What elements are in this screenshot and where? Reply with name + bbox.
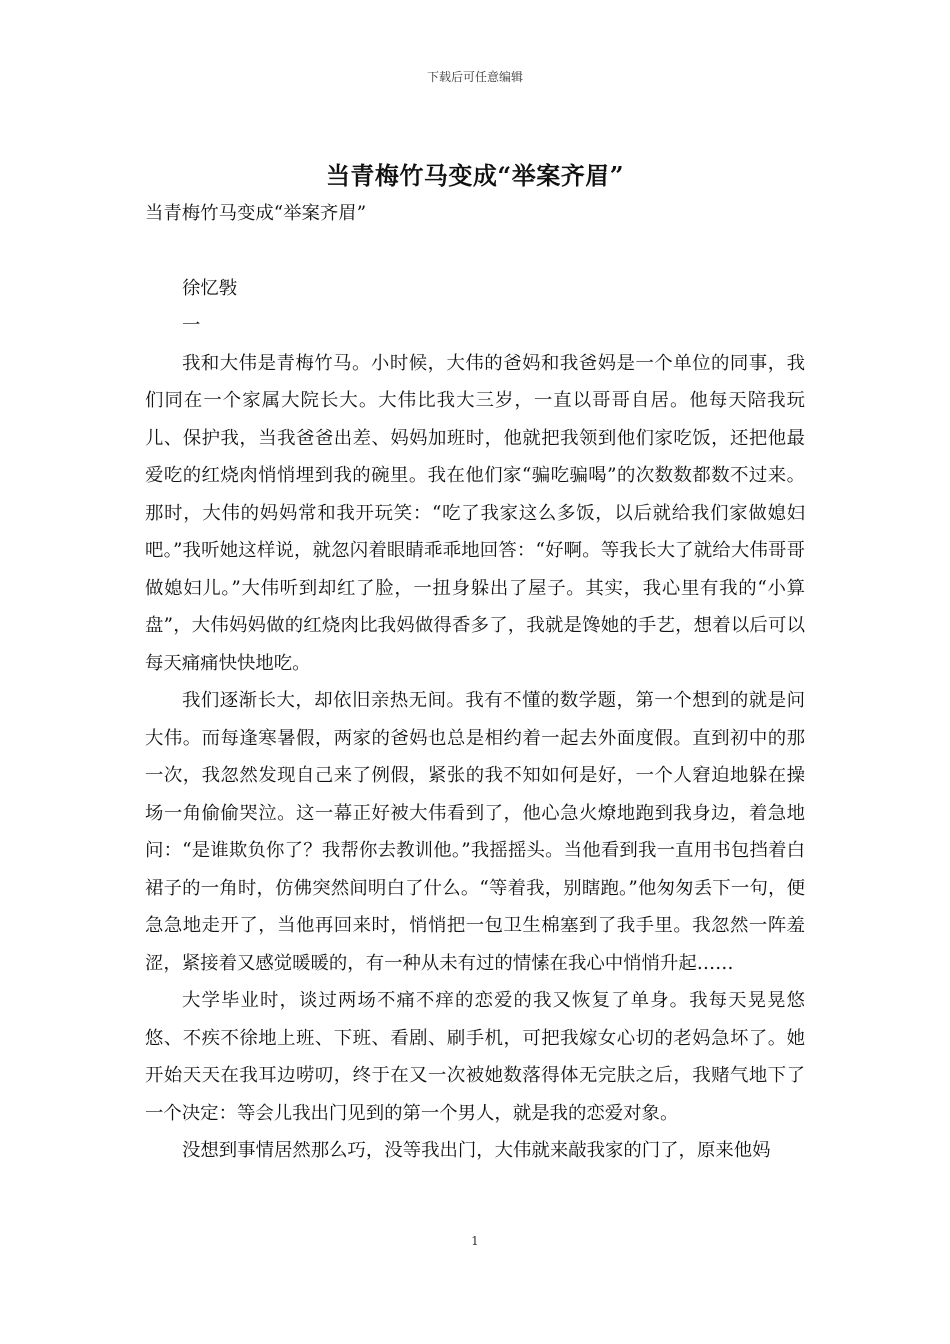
paragraph: 没想到事情居然那么巧，没等我出门，大伟就来敲我家的门了，原来他妈 (182, 1140, 771, 1161)
page-number: 1 (471, 1234, 479, 1248)
document-body (145, 195, 805, 1170)
document-title: 当青梅竹马变成“举案齐眉” (325, 161, 625, 190)
document-subtitle: 当青梅竹马变成“举案齐眉” (145, 203, 367, 224)
page-header-note: 下载后可任意编辑 (426, 70, 523, 84)
section-number: 一 (182, 315, 201, 336)
paragraph: 我们逐渐长大，却依旧亲热无间。我有不懂的数学题，第一个想到的就是问大伟。而每逢寒暑假，两家的爸妈也总是相约着一起去外面度假。直到初中的那一次，我忽然发现自己来了例假，紧张的我不知如何是好，一个人窘迫地躲在操场一角偷偷哭泣。这一幕正好被大伟看到了，他心急火燎地跑到我身边，着急地问：“是谁欺负你了？我帮你去教训他。”我摇摇头。当他看到我一直用书包挡着白裙子的一角时，仿佛突然间明白了什么。“等着我，别瞎跑。”他匆匆丢下一句，便急急地走开了，当他再回来时，悄悄把一包卫生棉塞到了我手里。我忽然一阵羞涩，紧接着又感觉暖暖的，有一种从未有过的情愫在我心中悄悄升起…… (145, 690, 805, 974)
blank-line (145, 233, 805, 270)
paragraph: 我和大伟是青梅竹马。小时候，大伟的爸妈和我爸妈是一个单位的同事，我们同在一个家属大院长大。大伟比我大三岁，一直以哥哥自居。他每天陪我玩儿、保护我，当我爸爸出差、妈妈加班时，他就把我领到他们家吃饭，还把他最爱吃的红烧肉悄悄埋到我的碗里。我在他们家“骗吃骗喝”的次数数都数不过来。那时，大伟的妈妈常和我开玩笑：“吃了我家这么多饭，以后就给我们家做媳妇吧。”我听她这样说，就忽闪着眼睛乖乖地回答：“好啊。等我长大了就给大伟哥哥做媳妇儿。”大伟听到却红了脸，一扭身躲出了屋子。其实，我心里有我的“小算盘”，大伟妈妈做的红烧肉比我妈做得香多了，我就是馋她的手艺，想着以后可以每天痛痛快快地吃。 (145, 352, 805, 674)
author-name: 徐忆斅 (182, 277, 238, 299)
paragraph: 大学毕业时，谈过两场不痛不痒的恋爱的我又恢复了单身。我每天晃晃悠悠、不疾不徐地上班、下班、看剧、刷手机，可把我嫁女心切的老妈急坏了。她开始天天在我耳边唠叨，终于在又一次被她数落得体无完肤之后，我赌气地下了一个决定：等会儿我出门见到的第一个男人，就是我的恋爱对象。 (145, 990, 805, 1124)
